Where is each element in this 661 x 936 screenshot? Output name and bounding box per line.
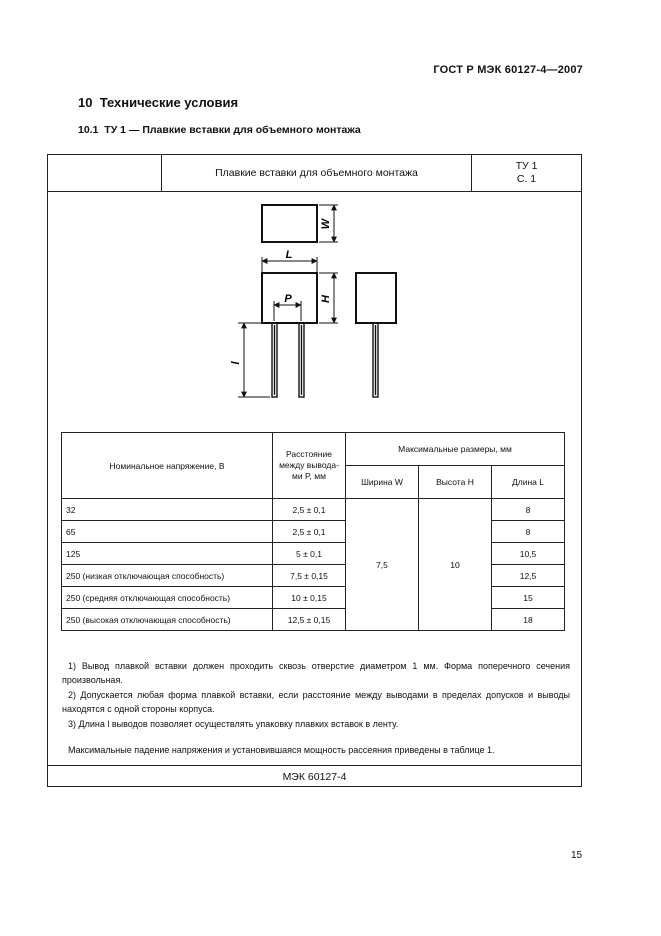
cell-voltage: 250 (низкая отключающая способность) [62,565,273,587]
col-header-height: Высота H [419,466,492,499]
sheet-header-row [48,155,581,192]
col-header-voltage: Номинальное напряжение, В [62,433,273,499]
subsection-number: 10.1 [78,124,99,136]
sheet-code-page: С. 1 [516,173,537,185]
table-row [62,499,565,521]
label-w: W [320,218,332,230]
section-title [78,95,238,110]
label-l: L [285,249,293,261]
cell-spacing: 2,5 ± 0,1 [273,499,346,521]
sheet-header-empty-cell [48,155,162,191]
section-title-text: Технические условия [99,95,239,110]
cell-length: 8 [492,521,565,543]
cell-voltage: 250 (высокая отключающая способность) [62,609,273,631]
cell-height-merged: 10 [419,499,492,631]
cell-voltage: 125 [62,543,273,565]
col-header-spacing-line2: между вывода- [279,460,339,470]
cell-spacing: 5 ± 0,1 [273,543,346,565]
subsection-title [78,124,361,136]
cell-spacing: 10 ± 0,15 [273,587,346,609]
page-number: 15 [571,850,583,861]
cell-length: 10,5 [492,543,565,565]
label-p: P [284,293,292,305]
cell-length: 18 [492,609,565,631]
cell-length: 15 [492,587,565,609]
cell-voltage: 32 [62,499,273,521]
document-header: ГОСТ Р МЭК 60127-4—2007 [433,64,583,76]
note-1: 1) Вывод плавкой вставки должен проходить сквозь отверстие диаметром 1 мм. Форма поперечного сечения произвольная. [62,661,570,685]
cell-spacing: 12,5 ± 0,15 [273,609,346,631]
cell-voltage: 65 [62,521,273,543]
col-header-width: Ширина W [346,466,419,499]
sheet-code [472,155,581,191]
cell-voltage: 250 (средняя отключающая способность) [62,587,273,609]
col-header-spacing-line3: ми P, мм [292,471,326,481]
sheet-title: Плавкие вставки для объемного монтажа [162,155,472,191]
label-lead-length: l [230,361,242,365]
section-number: 10 [78,95,93,110]
cell-spacing: 2,5 ± 0,1 [273,521,346,543]
cell-length: 12,5 [492,565,565,587]
notes-block [62,660,570,757]
col-header-length: Длина L [492,466,565,499]
col-header-spacing [273,433,346,499]
cell-spacing: 7,5 ± 0,15 [273,565,346,587]
note-extra: Максимальные падение напряжения и установившаяся мощность рассеяния приведены в таблице 1. [68,744,495,755]
subsection-title-text: ТУ 1 — Плавкие вставки для объемного монтажа [104,124,361,136]
note-2: 2) Допускается любая форма плавкой вставки, если расстояние между выводами в пределах допусков и выводы находятся с одной стороны корпуса. [62,690,570,714]
sheet-footer: МЭК 60127-4 [48,765,581,788]
col-header-max-dims: Максимальные размеры, мм [346,433,565,466]
fuse-dimensions-table [61,432,565,631]
fuse-dimension-drawing [48,191,581,431]
note-3: 3) Длина l выводов позволяет осуществлять упаковку плавких вставок в ленту. [68,719,399,729]
cell-length: 8 [492,499,565,521]
label-h: H [320,295,332,303]
sheet-code-tu: ТУ 1 [515,160,538,172]
cell-width-merged: 7,5 [346,499,419,631]
spec-sheet-frame [47,154,582,787]
top-view-body [262,205,317,242]
col-header-spacing-line1: Расстояние [286,449,332,459]
side-view-body [356,273,396,323]
